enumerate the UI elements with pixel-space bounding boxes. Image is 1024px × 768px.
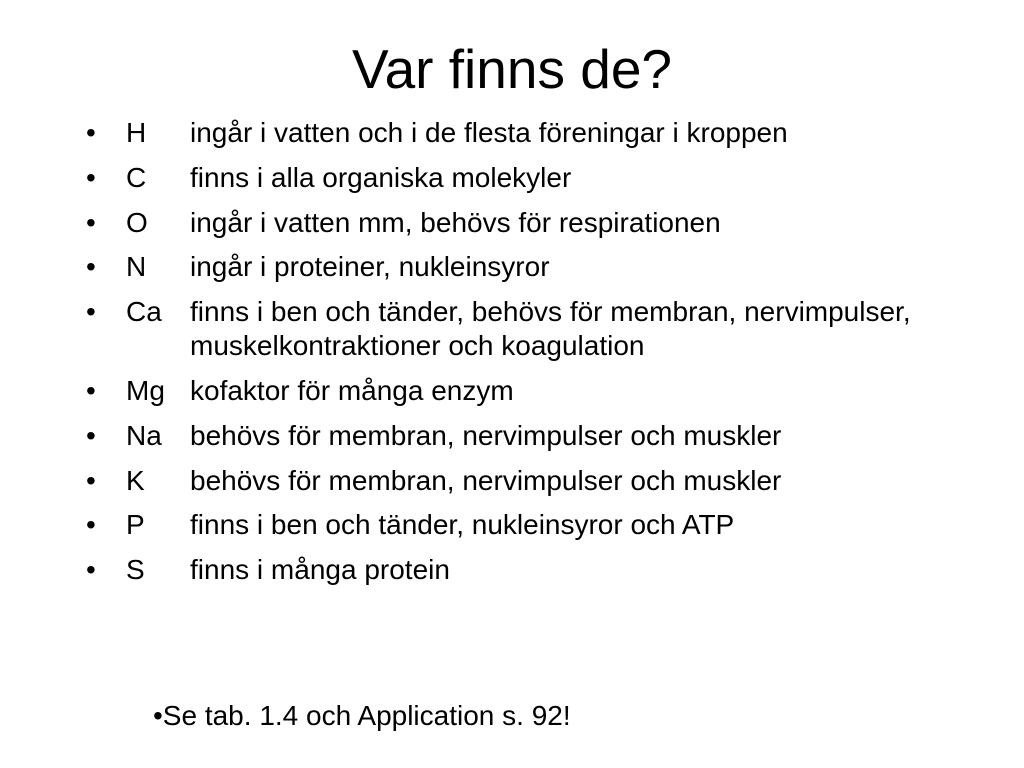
element-description: finns i alla organiska molekyler [190,161,572,193]
element-description: ingår i vatten mm, behövs för respirationen [190,206,721,238]
element-description: behövs för membran, nervimpulser och muskler [190,464,782,496]
bullet: • [86,419,96,451]
list-item-mg [86,374,986,408]
bullet: • [86,374,96,406]
list-item-na [86,419,986,453]
element-symbol: K [126,464,145,496]
element-symbol: H [126,117,147,148]
element-symbol: O [126,206,148,238]
element-symbol: C [126,161,147,193]
element-symbol: N [126,251,147,283]
element-list [86,116,986,598]
element-description: finns i ben och tänder, nukleinsyror och ATP [190,509,735,541]
bullet: • [86,161,96,193]
element-description: behövs för membran, nervimpulser och muskler [190,419,782,451]
list-item-h [86,116,986,150]
element-description: finns i ben och tänder, behövs för membran, nervimpulser, muskelkontraktioner och koagulation [190,296,911,362]
list-item-ca [86,295,986,363]
element-description: ingår i vatten och i de flesta föreningar i kroppen [190,117,788,148]
bullet: • [86,117,96,148]
bullet: • [86,251,96,283]
bullet: • [86,206,96,238]
element-symbol: P [126,509,145,541]
list-item-s [86,553,986,587]
list-item-k [86,464,986,498]
element-description: finns i många protein [190,554,450,586]
element-symbol: Mg [126,374,165,406]
element-description: ingår i proteiner, nukleinsyror [190,251,550,283]
element-symbol: S [126,554,145,586]
bullet: • [86,554,96,586]
element-description: kofaktor för många enzym [190,374,514,406]
element-symbol: Na [126,419,162,451]
list-item-c [86,161,986,195]
bullet: • [86,296,96,328]
footnote-reference: •Se tab. 1.4 och Application s. 92! [153,700,571,731]
bullet: • [86,509,96,541]
element-symbol: Ca [126,296,162,328]
list-item-n [86,250,986,284]
list-item-o [86,206,986,240]
bullet: • [86,464,96,496]
slide-title: Var finns de? [351,38,672,100]
list-item-p [86,508,986,542]
